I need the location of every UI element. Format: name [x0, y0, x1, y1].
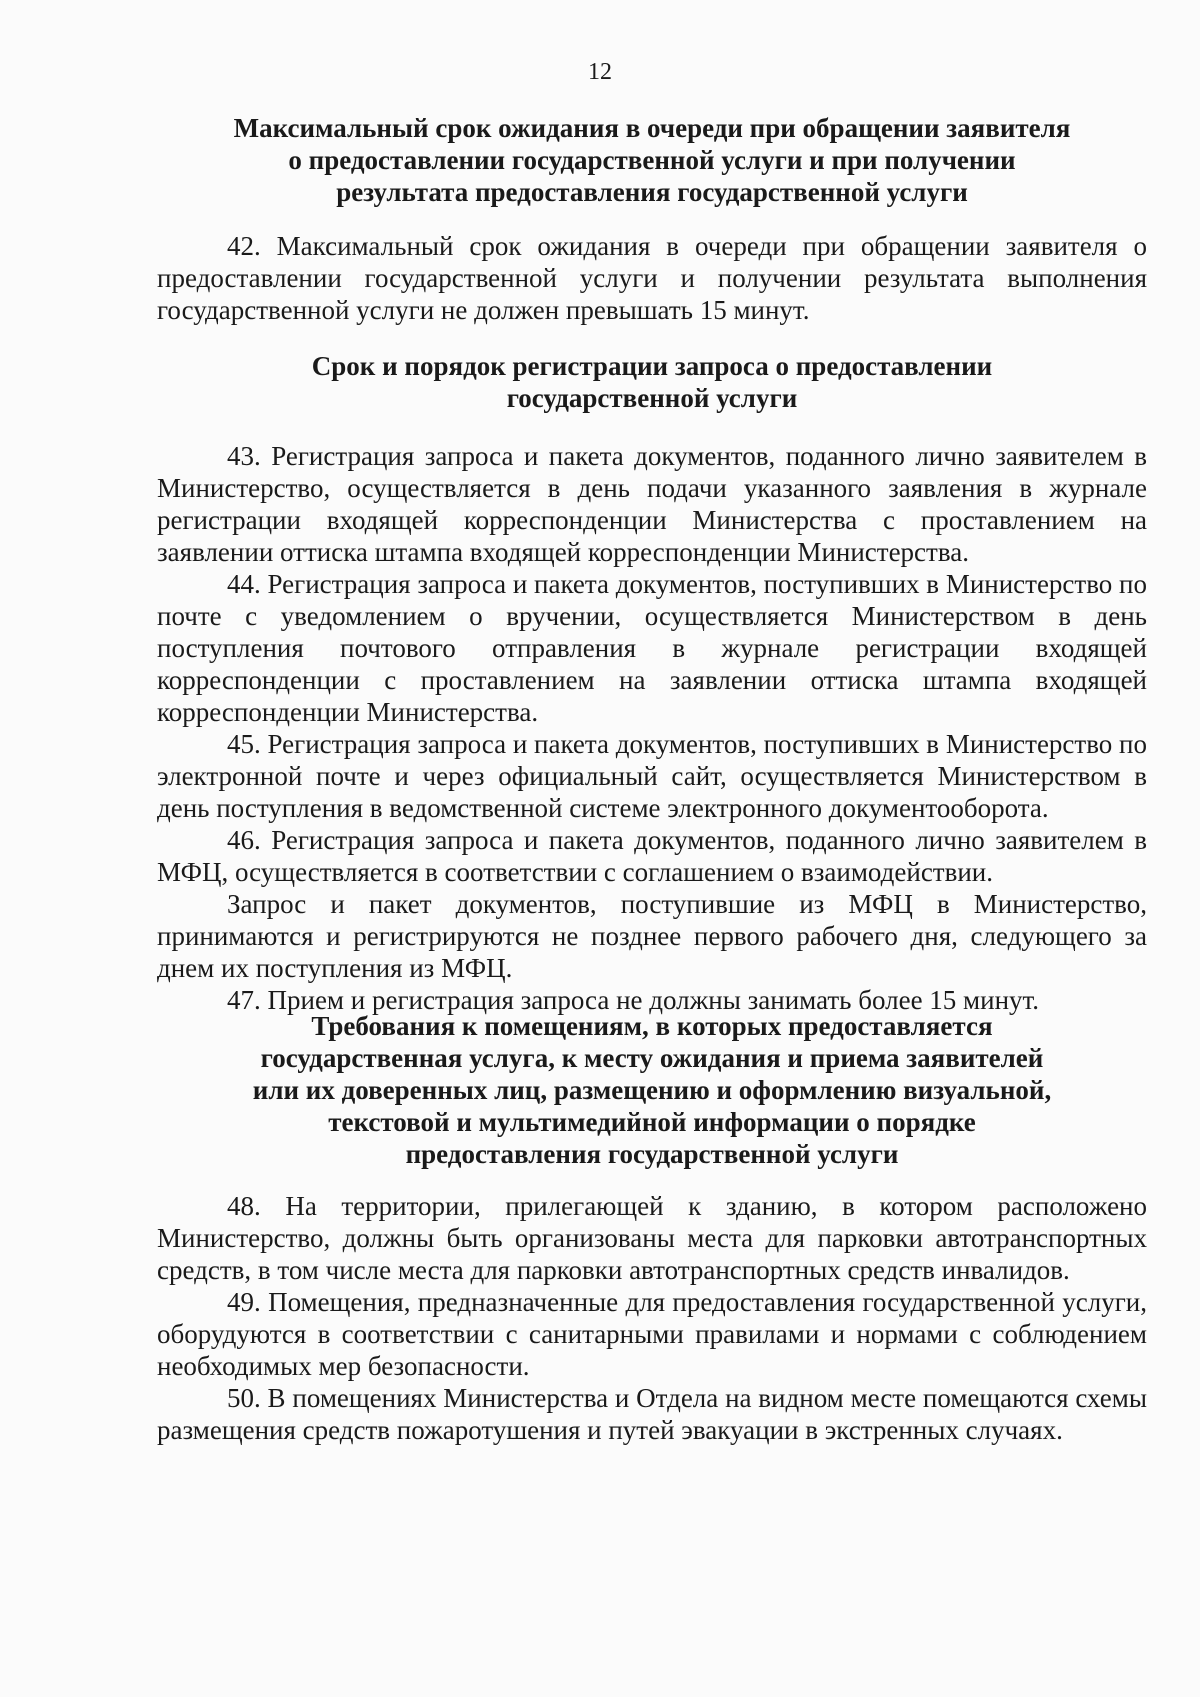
section-registration-body: [157, 440, 1147, 1016]
page-number: 12: [588, 59, 612, 85]
section-waiting-time: [157, 112, 1147, 208]
paragraph-47: 47. Прием и регистрация запроса не должны занимать более 15 минут.: [227, 985, 1040, 1015]
paragraph-44: 44. Регистрация запроса и пакета документов, поступивших в Министерство по почте с уведомлением о вручении, осуществляется Министерством в день поступления почтового отправления в журнале регистрации входящей корреспонденции с проставлением на заявлении оттиска штампа входящей корреспонденции Министерства.: [157, 569, 1147, 727]
paragraph-50: 50. В помещениях Министерства и Отдела на видном месте помещаются схемы размещения средств пожаротушения и путей эвакуации в экстренных случаях.: [157, 1383, 1147, 1445]
paragraph-46-continued: Запрос и пакет документов, поступившие из МФЦ в Министерство, принимаются и регистрируются не позднее первого рабочего дня, следующего за днем их поступления из МФЦ.: [157, 889, 1147, 983]
paragraph-42: 42. Максимальный срок ожидания в очереди при обращении заявителя о предоставлении государственной услуги и получении результата выполнения государственной услуги не должен превышать 15 минут.: [157, 231, 1147, 325]
paragraph-43: 43. Регистрация запроса и пакета документов, поданного лично заявителем в Министерство, осуществляется в день подачи указанного заявления в журнале регистрации входящей корреспонденции Министерства с проставлением на заявлении оттиска штампа входящей корреспонденции Министерства.: [157, 441, 1147, 567]
section-heading: Максимальный срок ожидания в очереди при обращении заявителя о предоставлении государственной услуги и при получении результата предоставления государственной услуги: [233, 113, 1071, 207]
paragraph-49: 49. Помещения, предназначенные для предоставления государственной услуги, оборудуются в соответствии с санитарными правилами и нормами с соблюдением необходимых мер безопасности.: [157, 1287, 1147, 1381]
paragraph-45: 45. Регистрация запроса и пакета документов, поступивших в Министерство по электронной почте и через официальный сайт, осуществляется Министерством в день поступления в ведомственной системе электронного документооборота.: [157, 729, 1147, 823]
section-waiting-time-body: [157, 230, 1147, 326]
paragraph-48: 48. На территории, прилегающей к зданию, в котором расположено Министерство, должны быть организованы места для парковки автотранспортных средств, в том числе места для парковки автотранспортных средств инвалидов.: [157, 1191, 1147, 1285]
section-premises-body: [157, 1190, 1147, 1446]
section-heading: Требования к помещениям, в которых предоставляется государственная услуга, к месту ожидания и приема заявителей или их доверенных лиц, размещению и оформлению визуальной, текстовой и мультимедийной информации о порядке предоставления государственной услуги: [252, 1011, 1052, 1169]
section-heading: Срок и порядок регистрации запроса о предоставлении государственной услуги: [311, 351, 993, 413]
paragraph-46: 46. Регистрация запроса и пакета документов, поданного лично заявителем в МФЦ, осуществляется в соответствии с соглашением о взаимодействии.: [157, 825, 1147, 887]
section-registration: [157, 350, 1147, 414]
section-premises: [157, 1010, 1147, 1170]
